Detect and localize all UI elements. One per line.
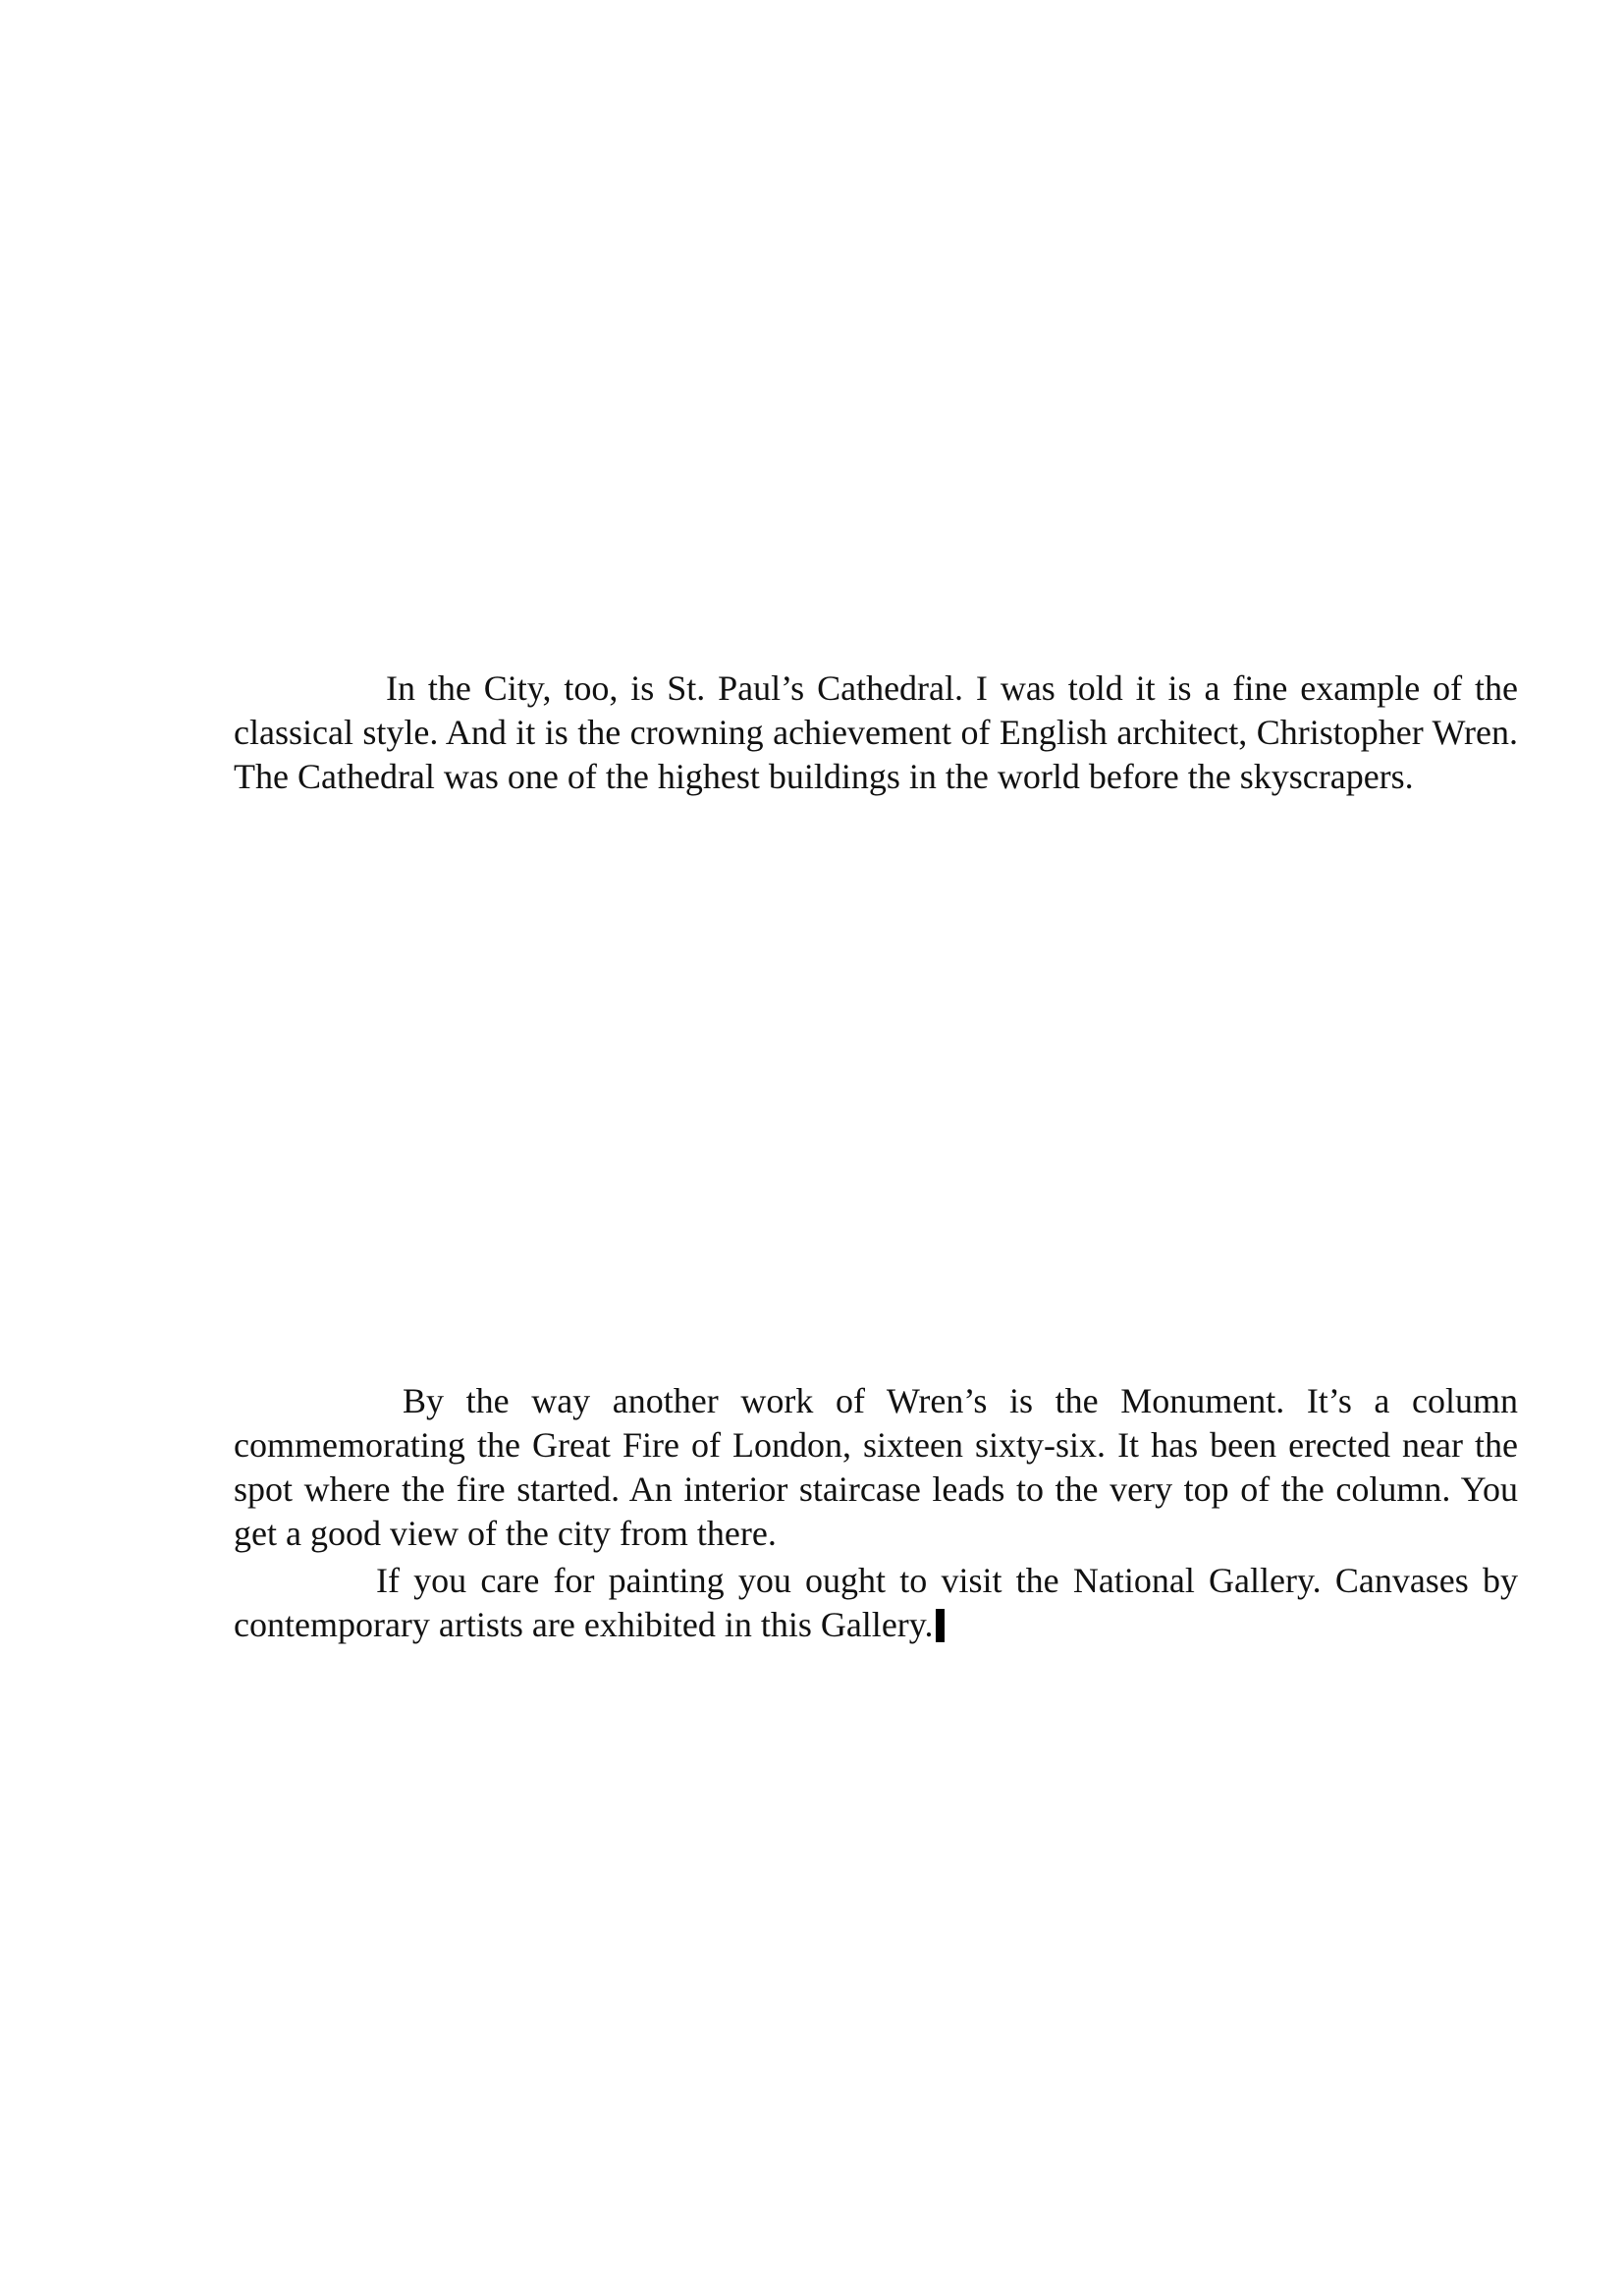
text-cursor (936, 1609, 945, 1642)
paragraph-text: If you care for painting you ought to visit the National Gallery. Canvases by contemporary artists are exhibited in this Gallery. (234, 1561, 1518, 1644)
paragraph-monument (234, 1379, 1518, 1556)
paragraph-text: In the City, too, is St. Paul’s Cathedral. I was told it is a fine example of the classical style. And it is the crowning achievement of English architect, Christopher Wren. The Cathedral was one of the highest buildings in the world before the skyscrapers. (234, 668, 1518, 796)
paragraph-st-pauls (234, 667, 1518, 799)
paragraph-national-gallery (234, 1559, 1518, 1647)
paragraph-text: By the way another work of Wren’s is the Monument. It’s a column commemorating the Great Fire of London, sixteen sixty-six. It has been erected near the spot where the fire started. An interior staircase leads to the very top of the column. You get a good view of the city from there. (234, 1381, 1518, 1553)
